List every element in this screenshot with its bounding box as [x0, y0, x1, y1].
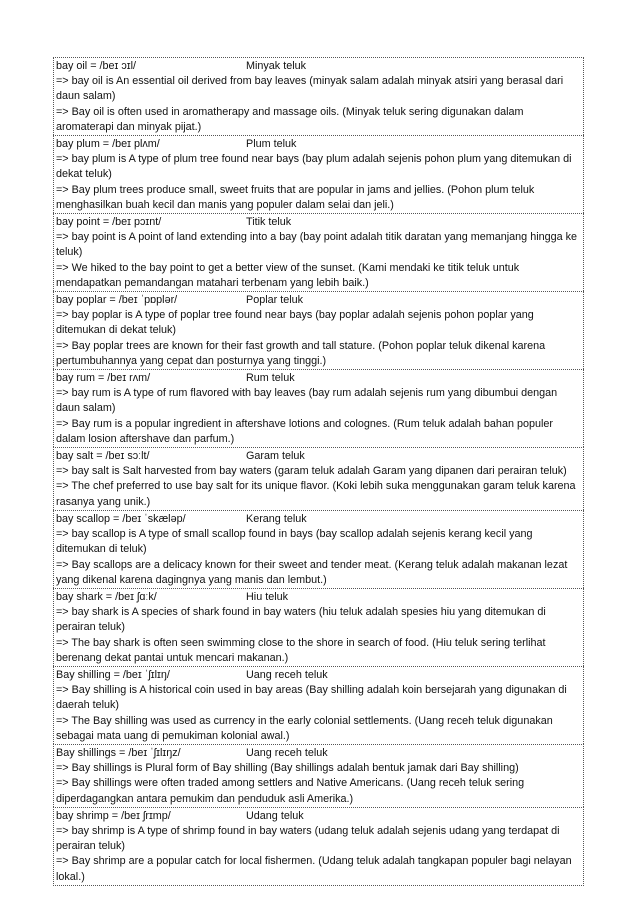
example: => The chef preferred to use bay salt for its unique flavor. (Koki lebih suka menggunakan garam teluk karena rasanya yang unik.) [56, 480, 576, 508]
term: bay scallop = /beɪ ˈskæləp/ [56, 512, 186, 525]
vocabulary-list [53, 57, 584, 886]
definition: => Bay shillings is Plural form of Bay shilling (Bay shillings adalah bentuk jamak dari Bay shilling) [56, 762, 519, 775]
definition: => bay salt is Salt harvested from bay waters (garam teluk adalah Garam yang dipanen dari perairan teluk) [56, 465, 567, 478]
entry-bay-shark [53, 588, 584, 666]
entry-bay-salt [53, 447, 584, 510]
term: bay rum = /beɪ rʌm/ [56, 372, 151, 385]
term: bay plum = /beɪ plʌm/ [56, 138, 160, 151]
translation: Udang teluk [246, 809, 304, 822]
entry-header [56, 59, 581, 74]
entry-header [56, 293, 581, 308]
translation: Uang receh teluk [246, 746, 328, 759]
example: => Bay shrimp are a popular catch for local fishermen. (Udang teluk adalah tangkapan populer bagi nelayan lokal.) [56, 855, 572, 883]
example: => The bay shark is often seen swimming close to the shore in search of food. (Hiu teluk sering terlihat berenang dekat pantai untuk mencari makanan.) [56, 636, 546, 664]
definition: => bay shark is A species of shark found in bay waters (hiu teluk adalah spesies hiu yang ditemukan di perairan teluk) [56, 606, 546, 634]
entry-bay-shillings [53, 744, 584, 807]
translation: Minyak teluk [246, 60, 307, 72]
term: bay salt = /beɪ sɔːlt/ [56, 450, 150, 463]
example: => Bay plum trees produce small, sweet fruits that are popular in jams and jellies. (Pohon plum teluk menghasilkan buah kecil dan manis yang populer dalam selai dan jeli.) [56, 183, 535, 211]
term: Bay shillings = /beɪ ˈʃɪlɪŋz/ [56, 746, 181, 759]
example: => Bay oil is often used in aromatherapy and massage oils. (Minyak teluk sering digunakan dalam aromaterapi dan minyak pijat.) [56, 105, 524, 133]
definition: => bay rum is A type of rum flavored with bay leaves (bay rum adalah sejenis rum yang dibumbui dengan daun salam) [56, 387, 558, 415]
entry-header [56, 809, 581, 824]
entry-header [56, 449, 581, 464]
entry-bay-shrimp [53, 807, 584, 886]
entry-bay-rum [53, 369, 584, 447]
entry-header [56, 746, 581, 761]
entry-header [56, 668, 581, 683]
term: bay shark = /beɪ ʃɑːk/ [56, 590, 157, 603]
definition: => bay shrimp is A type of shrimp found in bay waters (udang teluk adalah sejenis udang yang terdapat di perairan teluk) [56, 824, 560, 853]
entry-header [56, 512, 581, 527]
translation: Poplar teluk [246, 294, 304, 307]
entry-bay-point [53, 213, 584, 291]
translation: Titik teluk [246, 216, 292, 229]
term: bay poplar = /beɪ ˈpɒplər/ [56, 294, 178, 307]
definition: => Bay shilling is A historical coin used in bay areas (Bay shilling adalah koin bersejarah yang digunakan di daerah teluk) [56, 684, 567, 712]
translation: Kerang teluk [246, 512, 307, 525]
entry-bay-poplar [53, 291, 584, 369]
example: => Bay poplar trees are known for their fast growth and tall stature. (Pohon poplar teluk dikenal karena pertumbuhannya yang cepat dan posturnya yang tinggi.) [56, 339, 546, 367]
definition: => bay oil is An essential oil derived from bay leaves (minyak salam adalah minyak atsiri yang berasal dari daun salam) [56, 75, 564, 103]
definition: => bay point is A point of land extending into a bay (bay point adalah titik daratan yang memanjang hingga ke teluk) [56, 231, 578, 259]
term: Bay shilling = /beɪ ˈʃɪlɪŋ/ [56, 668, 170, 681]
definition: => bay scallop is A type of small scallop found in bays (bay scallop adalah sejenis kerang kecil yang ditemukan di teluk) [56, 528, 533, 556]
example: => Bay scallops are a delicacy known for their sweet and tender meat. (Kerang teluk adalah makanan lezat yang dikenal karena dagingnya yang manis dan lembut.) [56, 558, 568, 586]
entry-bay-shilling [53, 666, 584, 744]
example: => The Bay shilling was used as currency in the early colonial settlements. (Uang receh teluk digunakan sebagai mata uang di pemukiman kolonial awal.) [56, 714, 553, 742]
entry-header [56, 137, 581, 152]
example: => We hiked to the bay point to get a better view of the sunset. (Kami mendaki ke titik teluk untuk mendapatkan pemandangan matahari terbenam yang lebih baik.) [56, 261, 520, 289]
definition: => bay poplar is A type of poplar tree found near bays (bay poplar adalah sejenis pohon poplar yang ditemukan di dekat teluk) [56, 309, 534, 337]
translation: Plum teluk [246, 138, 297, 151]
entry-bay-scallop [53, 510, 584, 588]
entry-header [56, 590, 581, 605]
example: => Bay rum is a popular ingredient in aftershave lotions and colognes. (Rum teluk adalah bahan populer dalam losion aftershave dan parfum.) [56, 417, 553, 445]
entry-header [56, 215, 581, 230]
translation: Rum teluk [246, 372, 295, 385]
entry-header [56, 371, 581, 386]
translation: Uang receh teluk [246, 668, 328, 681]
translation: Garam teluk [246, 450, 305, 463]
translation: Hiu teluk [246, 590, 289, 603]
definition: => bay plum is A type of plum tree found near bays (bay plum adalah sejenis pohon plum yang ditemukan di dekat teluk) [56, 153, 572, 181]
term: bay shrimp = /beɪ ʃrɪmp/ [56, 809, 171, 822]
entry-bay-plum [53, 135, 584, 213]
entry-bay-oil [53, 57, 584, 135]
example: => Bay shillings were often traded among settlers and Native Americans. (Uang receh teluk sering diperdagangkan antara pemukim dan penduduk asli Amerika.) [56, 777, 525, 805]
term: bay oil = /beɪ ɔɪl/ [56, 60, 137, 72]
term: bay point = /beɪ pɔɪnt/ [56, 216, 162, 229]
